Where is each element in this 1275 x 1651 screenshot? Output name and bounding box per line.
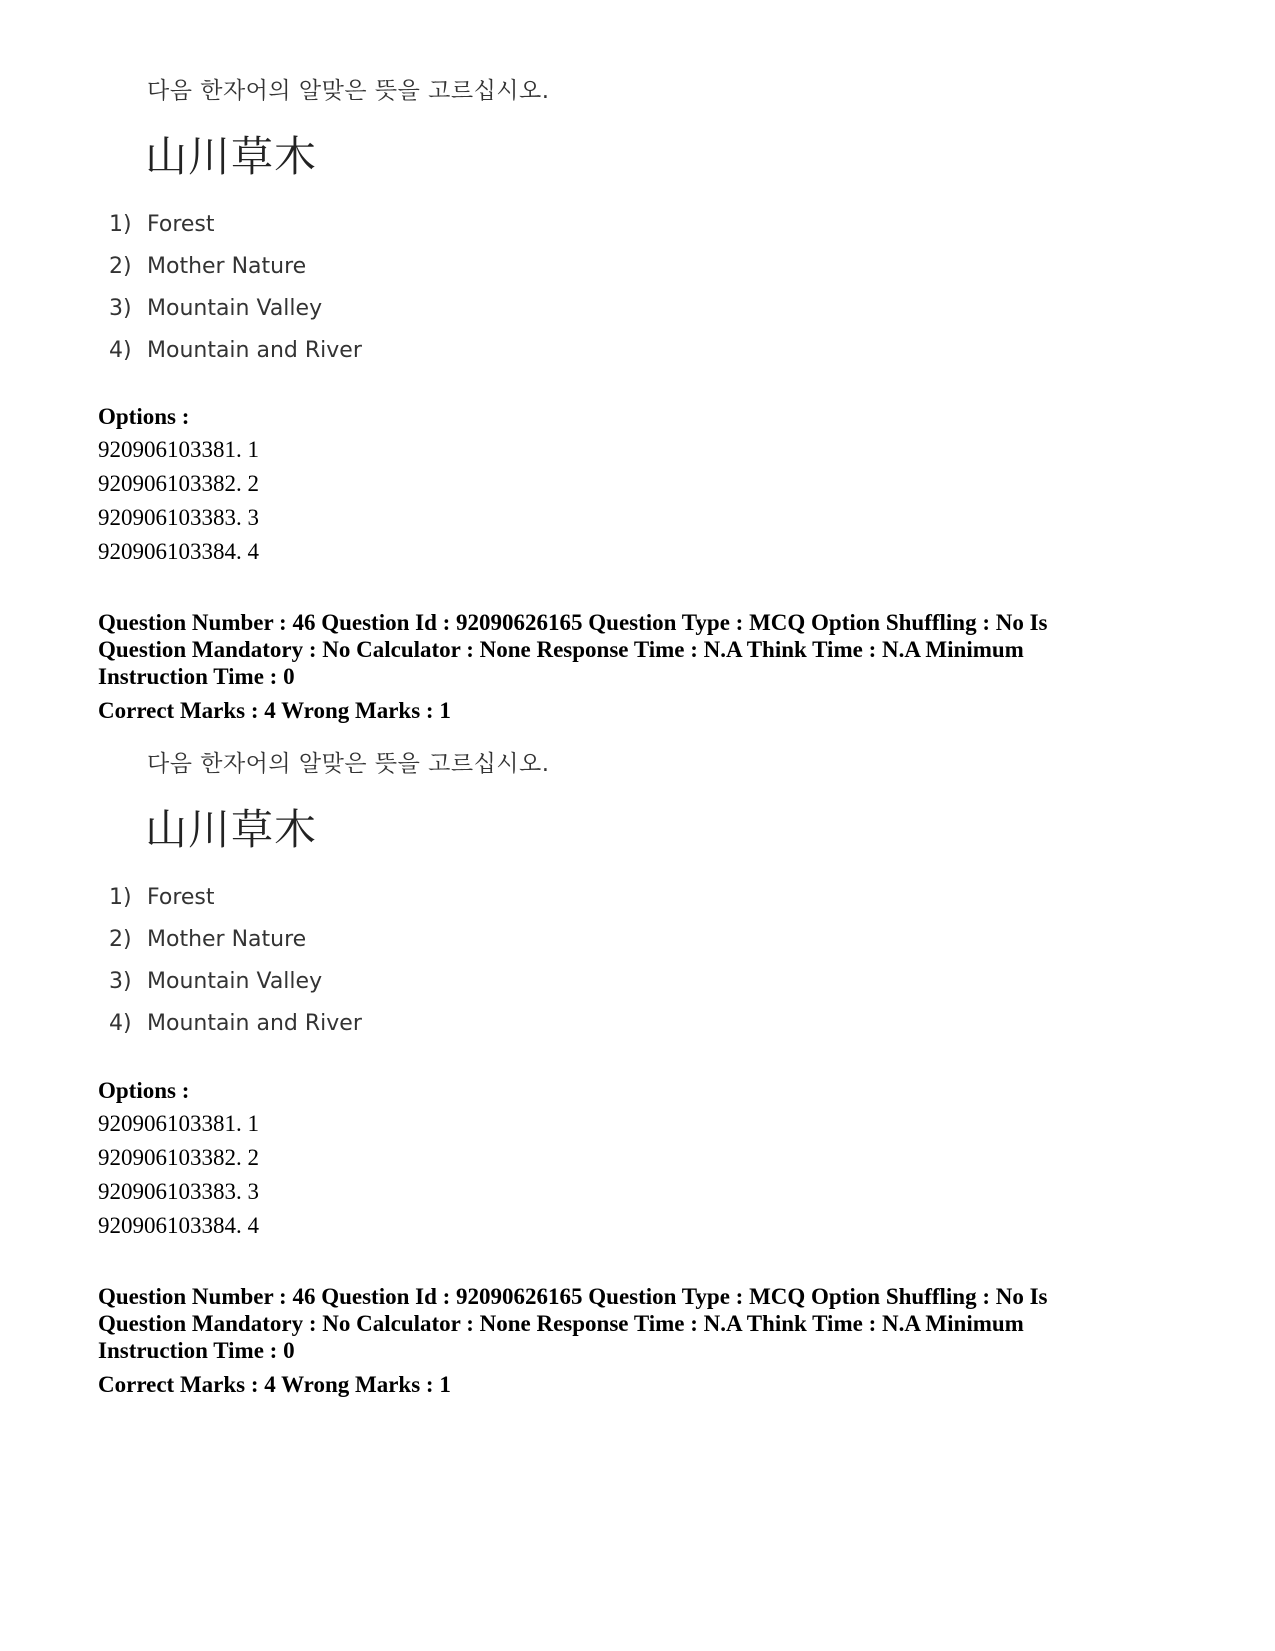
- choice-item: [109, 885, 362, 927]
- meta-line: Question Mandatory : No Calculator : None Response Time : N.A Think Time : N.A Minimum: [98, 1311, 1024, 1336]
- marks-line: Correct Marks : 4 Wrong Marks : 1: [98, 1372, 451, 1397]
- choice-item: [109, 927, 362, 969]
- question-prompt: 다음 한자어의 알맞은 뜻을 고르십시오.: [147, 751, 550, 777]
- choice-number: 3): [109, 296, 132, 321]
- options-heading: Options :: [98, 404, 190, 429]
- choice-text: Mother Nature: [147, 927, 307, 952]
- hanja-term: 山川草木: [145, 805, 318, 854]
- option-id-line: 920906103383. 3: [98, 505, 259, 530]
- meta-line: Question Number : 46 Question Id : 92090626165 Question Type : MCQ Option Shuffling : No Is: [98, 610, 1048, 635]
- choice-number: 3): [109, 969, 132, 994]
- question-prompt: 다음 한자어의 알맞은 뜻을 고르십시오.: [147, 78, 550, 104]
- choice-list: [109, 212, 362, 380]
- option-id-line: 920906103382. 2: [98, 471, 259, 496]
- option-id-line: 920906103381. 1: [98, 1111, 259, 1136]
- choice-text: Forest: [147, 212, 215, 237]
- choice-item: [109, 338, 362, 380]
- choice-text: Mountain and River: [147, 338, 362, 363]
- option-id-line: 920906103382. 2: [98, 1145, 259, 1170]
- choice-number: 1): [109, 212, 132, 237]
- options-block-1: [98, 401, 259, 569]
- choice-text: Mountain and River: [147, 1011, 362, 1036]
- choice-list: [109, 885, 362, 1053]
- choice-number: 4): [109, 1011, 132, 1036]
- hanja-term: 山川草木: [145, 132, 318, 181]
- meta-line: Instruction Time : 0: [98, 1338, 295, 1363]
- choice-text: Mother Nature: [147, 254, 307, 279]
- meta-line: Instruction Time : 0: [98, 664, 295, 689]
- option-id-line: 920906103381. 1: [98, 437, 259, 462]
- choice-number: 1): [109, 885, 132, 910]
- choice-text: Mountain Valley: [147, 969, 323, 994]
- option-id-line: 920906103384. 4: [98, 539, 259, 564]
- choice-number: 2): [109, 927, 132, 952]
- options-block-2: [98, 1075, 259, 1243]
- choice-text: Forest: [147, 885, 215, 910]
- choice-number: 2): [109, 254, 132, 279]
- option-id-line: 920906103384. 4: [98, 1213, 259, 1238]
- choice-item: [109, 969, 362, 1011]
- question-meta-1: [98, 609, 1198, 725]
- question-meta-2: [98, 1283, 1198, 1399]
- meta-line: Question Mandatory : No Calculator : None Response Time : N.A Think Time : N.A Minimum: [98, 637, 1024, 662]
- meta-line: Question Number : 46 Question Id : 92090626165 Question Type : MCQ Option Shuffling : No Is: [98, 1284, 1048, 1309]
- option-id-line: 920906103383. 3: [98, 1179, 259, 1204]
- choice-item: [109, 1011, 362, 1053]
- choice-item: [109, 212, 362, 254]
- marks-line: Correct Marks : 4 Wrong Marks : 1: [98, 698, 451, 723]
- choice-item: [109, 254, 362, 296]
- options-heading: Options :: [98, 1078, 190, 1103]
- choice-number: 4): [109, 338, 132, 363]
- choice-text: Mountain Valley: [147, 296, 323, 321]
- choice-item: [109, 296, 362, 338]
